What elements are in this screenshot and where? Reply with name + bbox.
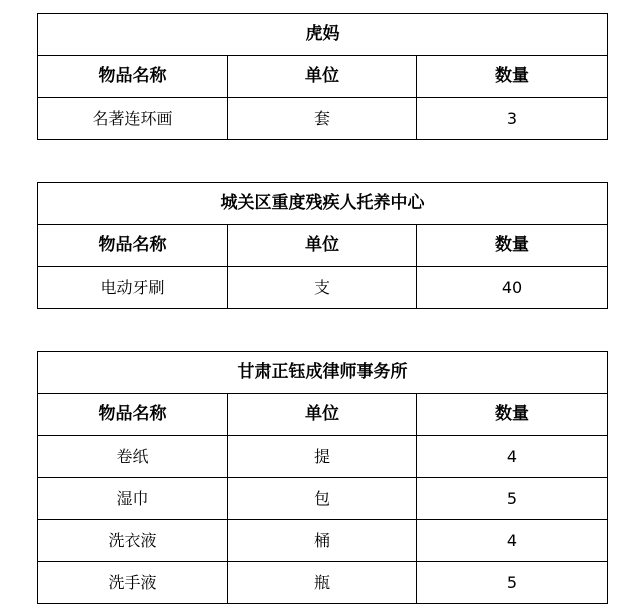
item-name-cell: 洗手液 [38, 562, 228, 604]
quantity-cell: 3 [417, 98, 608, 140]
quantity-cell: 5 [417, 562, 608, 604]
donation-table-care-center [37, 182, 608, 309]
table-row [38, 478, 608, 520]
table-row [38, 436, 608, 478]
unit-cell: 瓶 [228, 562, 417, 604]
table-row [38, 98, 608, 140]
column-header-item-name: 物品名称 [38, 56, 228, 98]
column-header-quantity: 数量 [417, 56, 608, 98]
quantity-cell: 40 [417, 267, 608, 309]
column-header-item-name: 物品名称 [38, 394, 228, 436]
item-name-cell: 洗衣液 [38, 520, 228, 562]
unit-cell: 桶 [228, 520, 417, 562]
column-header-quantity: 数量 [417, 394, 608, 436]
column-header-item-name: 物品名称 [38, 225, 228, 267]
item-name-cell: 湿巾 [38, 478, 228, 520]
unit-cell: 套 [228, 98, 417, 140]
item-name-cell: 名著连环画 [38, 98, 228, 140]
table-header-row [38, 225, 608, 267]
table-title: 城关区重度残疾人托养中心 [38, 183, 608, 225]
quantity-cell: 5 [417, 478, 608, 520]
table-header-row [38, 394, 608, 436]
unit-cell: 提 [228, 436, 417, 478]
table-title-row [38, 352, 608, 394]
table-title-row [38, 183, 608, 225]
item-name-cell: 电动牙刷 [38, 267, 228, 309]
quantity-cell: 4 [417, 436, 608, 478]
quantity-cell: 4 [417, 520, 608, 562]
table-row [38, 267, 608, 309]
item-name-cell: 卷纸 [38, 436, 228, 478]
table-title: 甘肃正钰成律师事务所 [38, 352, 608, 394]
table-title-row [38, 14, 608, 56]
donation-table-hu-ma [37, 13, 608, 140]
unit-cell: 支 [228, 267, 417, 309]
column-header-unit: 单位 [228, 225, 417, 267]
table-row [38, 520, 608, 562]
table-title: 虎妈 [38, 14, 608, 56]
donation-table-law-firm [37, 351, 608, 604]
column-header-unit: 单位 [228, 56, 417, 98]
column-header-quantity: 数量 [417, 225, 608, 267]
unit-cell: 包 [228, 478, 417, 520]
column-header-unit: 单位 [228, 394, 417, 436]
table-row [38, 562, 608, 604]
table-header-row [38, 56, 608, 98]
